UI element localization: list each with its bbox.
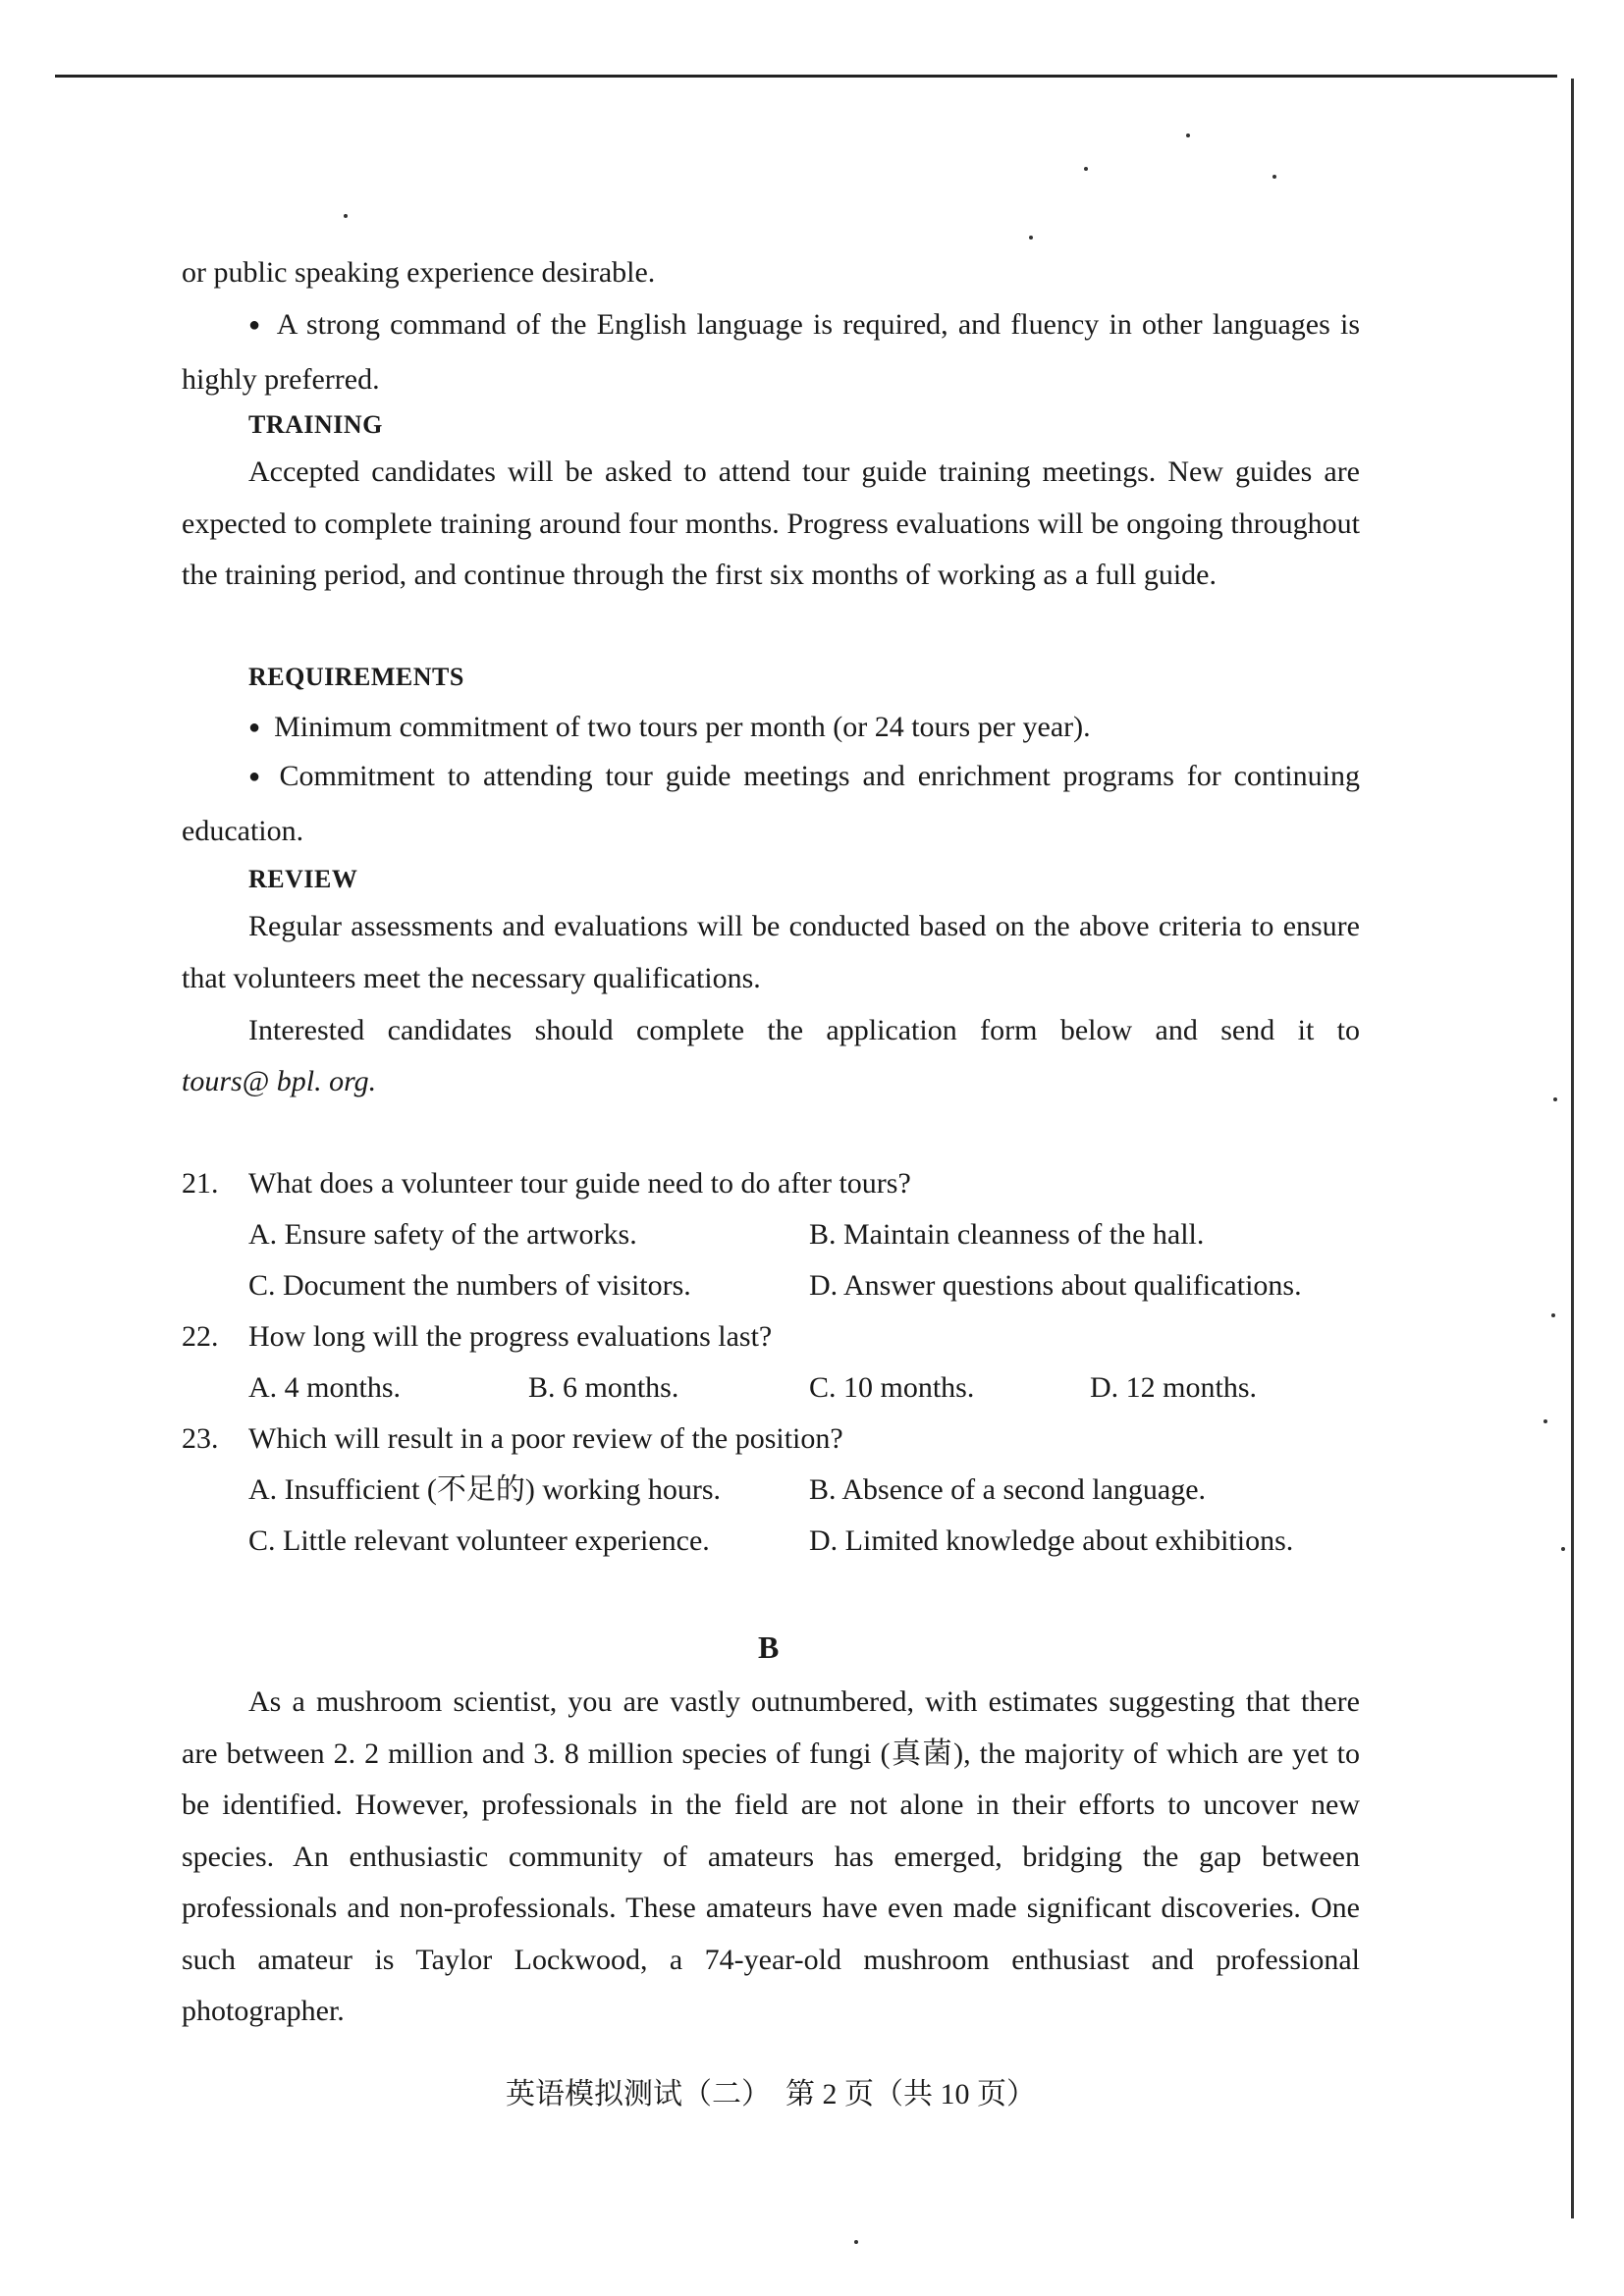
email-address: tours@ bpl. org. bbox=[182, 1065, 377, 1097]
question-stem: Which will result in a poor review of the position? bbox=[248, 1422, 843, 1455]
option-d: D. 12 months. bbox=[1090, 1371, 1258, 1404]
scan-speck bbox=[1551, 1313, 1555, 1317]
option-c: C. Document the numbers of visitors. bbox=[248, 1269, 691, 1302]
scan-speck bbox=[1029, 236, 1033, 240]
bullet-english: ● A strong command of the English language is required, and fluency in other languages is highly preferred. bbox=[182, 299, 1360, 405]
bullet-requirement-2: ● Commitment to attending tour guide meetings and enrichment programs for continuing education. bbox=[182, 751, 1360, 857]
question-number: 23. bbox=[182, 1422, 219, 1455]
option-a: A. Ensure safety of the artworks. bbox=[248, 1218, 637, 1251]
heading-review: REVIEW bbox=[248, 865, 358, 893]
option-d: D. Limited knowledge about exhibitions. bbox=[809, 1524, 1294, 1557]
question-stem: How long will the progress evaluations last? bbox=[248, 1320, 773, 1353]
paragraph-training: Accepted candidates will be asked to attend tour guide training meetings. New guides are expected to complete training around four months. Progress evaluations will be ongoing throughout the training period, and continue through the first six months of working as a full guide. bbox=[182, 455, 1360, 591]
paragraph-apply: Interested candidates should complete the application form below and send it to bbox=[248, 1014, 1360, 1046]
heading-training: TRAINING bbox=[248, 410, 383, 439]
right-rule bbox=[1571, 79, 1574, 2218]
scan-speck bbox=[1561, 1547, 1565, 1551]
paragraph-section-b: As a mushroom scientist, you are vastly outnumbered, with estimates suggesting that there are between 2. 2 million and 3. 8 million species of fungi (真菌), the majority of which are yet to be identified. However, professionals in the field are not alone in their efforts to uncover new species. An enthusiastic community of amateurs has emerged, bridging the gap between professionals and non-professionals. These amateurs have even made significant discoveries. One such amateur is Taylor Lockwood, a 74-year-old mushroom enthusiast and professional photographer. bbox=[182, 1685, 1360, 2027]
option-d: D. Answer questions about qualifications. bbox=[809, 1269, 1302, 1302]
page-footer: 英语模拟测试（二） 第 2 页（共 10 页） bbox=[506, 2078, 1036, 2110]
scan-speck bbox=[1186, 133, 1190, 137]
text-line-speaking: or public speaking experience desirable. bbox=[182, 256, 656, 289]
bullet-requirement-1: ● Minimum commitment of two tours per month (or 24 tours per year). bbox=[248, 708, 1091, 750]
option-b: B. Absence of a second language. bbox=[809, 1473, 1207, 1506]
paragraph-review: Regular assessments and evaluations will be conducted based on the above criteria to ensure that volunteers meet the necessary qualifications. bbox=[182, 910, 1360, 994]
option-c: C. Little relevant volunteer experience. bbox=[248, 1524, 710, 1557]
option-c: C. 10 months. bbox=[809, 1371, 975, 1404]
option-a: A. 4 months. bbox=[248, 1371, 402, 1404]
top-rule bbox=[55, 75, 1557, 78]
scan-speck bbox=[854, 2240, 858, 2244]
scan-speck bbox=[1543, 1419, 1547, 1423]
option-a: A. Insufficient (不足的) working hours. bbox=[248, 1473, 722, 1506]
question-number: 22. bbox=[182, 1320, 219, 1353]
section-b-label: B bbox=[758, 1629, 780, 1665]
scan-speck bbox=[1272, 175, 1276, 179]
question-stem: What does a volunteer tour guide need to do after tours? bbox=[248, 1167, 911, 1200]
option-b: B. Maintain cleanness of the hall. bbox=[809, 1218, 1205, 1251]
scan-speck bbox=[344, 214, 348, 218]
option-b: B. 6 months. bbox=[528, 1371, 679, 1404]
scan-speck bbox=[1084, 167, 1088, 171]
heading-requirements: REQUIREMENTS bbox=[248, 663, 464, 691]
scan-speck bbox=[1553, 1097, 1557, 1101]
question-number: 21. bbox=[182, 1167, 219, 1200]
